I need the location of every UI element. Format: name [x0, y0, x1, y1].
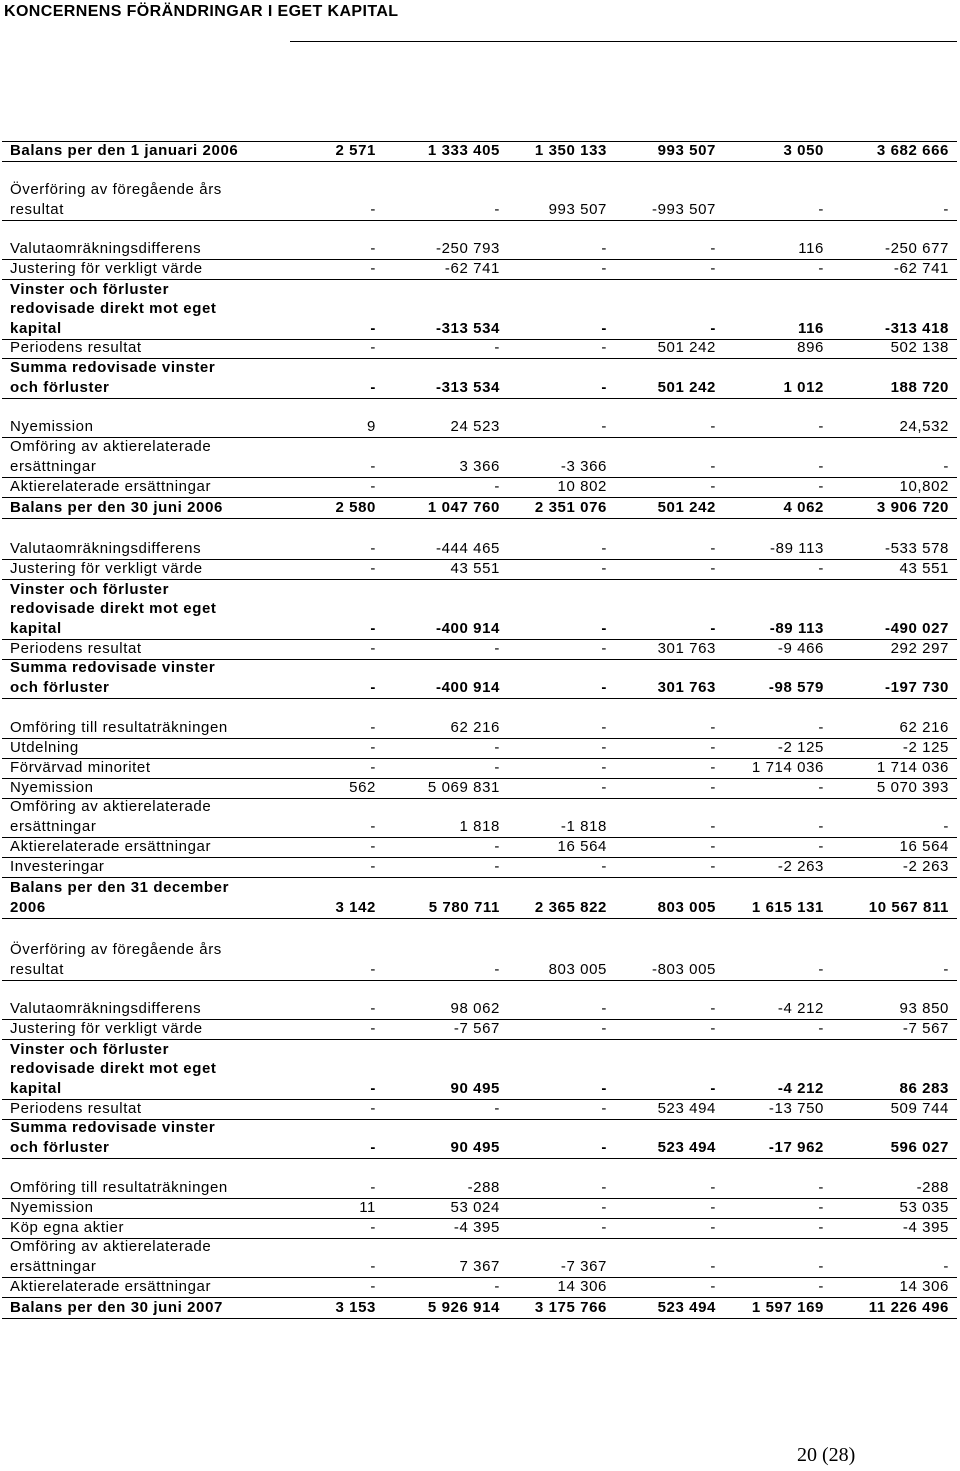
table-cell: - [818, 1218, 824, 1236]
row-label: Aktierelaterade ersättningar [10, 837, 212, 855]
table-cell: -3 366 [560, 457, 607, 475]
table-cell: 896 [797, 338, 824, 356]
table-cell: 43 551 [450, 559, 500, 577]
table-cell: - [370, 559, 376, 577]
table-cell: 301 763 [657, 678, 716, 696]
table-cell: - [370, 1178, 376, 1196]
table-cell: 501 242 [657, 378, 716, 396]
table-cell: - [370, 619, 376, 637]
table-cell: -4 212 [777, 999, 824, 1017]
table-cell: 1 714 036 [876, 758, 949, 776]
row-label: Periodens resultat [10, 338, 142, 356]
table-cell: 62 216 [899, 718, 949, 736]
table-cell: 562 [349, 778, 376, 796]
table-cell: - [710, 758, 716, 776]
table-cell: - [370, 857, 376, 875]
table-cell: -2 263 [902, 857, 949, 875]
table-cell: - [601, 1198, 607, 1216]
table-cell: - [943, 1257, 949, 1275]
table-cell: 5 780 711 [428, 898, 500, 916]
table-cell: 10,802 [899, 477, 949, 495]
table-cell: 502 138 [890, 338, 949, 356]
table-cell: - [370, 678, 376, 696]
table-cell: - [494, 200, 500, 218]
table-cell: - [710, 1079, 716, 1097]
table-cell: - [601, 1079, 607, 1097]
table-cell: -400 914 [435, 619, 500, 637]
table-cell: -7 367 [560, 1257, 607, 1275]
row-label: Utdelning [10, 738, 79, 756]
table-cell: 803 005 [657, 898, 716, 916]
table-cell: - [818, 718, 824, 736]
table-cell: - [370, 1277, 376, 1295]
table-cell: 24,532 [899, 417, 949, 435]
table-cell: 53 035 [899, 1198, 949, 1216]
table-cell: - [370, 738, 376, 756]
table-cell: - [370, 758, 376, 776]
table-cell: - [710, 1198, 716, 1216]
table-cell: -993 507 [651, 200, 716, 218]
table-cell: 993 507 [657, 141, 716, 159]
table-cell: 993 507 [548, 200, 607, 218]
table-cell: 523 494 [657, 1099, 716, 1117]
row-label: Balans per den 30 juni 2007 [10, 1298, 223, 1316]
table-cell: 596 027 [890, 1138, 949, 1156]
table-cell: 2 365 822 [534, 898, 607, 916]
table-cell: -13 750 [768, 1099, 824, 1117]
table-cell: 509 744 [890, 1099, 949, 1117]
table-cell: - [601, 259, 607, 277]
table-cell: - [710, 738, 716, 756]
table-cell: 2 571 [335, 141, 376, 159]
table-cell: -444 465 [435, 539, 500, 557]
table-cell: - [370, 718, 376, 736]
row-label: Överföring av föregående års resultat [10, 181, 222, 218]
table-cell: 2 580 [335, 498, 376, 516]
table-cell: 86 283 [899, 1079, 949, 1097]
table-cell: - [710, 817, 716, 835]
table-cell: -803 005 [651, 960, 716, 978]
row-label: Överföring av föregående års resultat [10, 941, 222, 978]
table-cell: -313 534 [435, 319, 500, 337]
table-cell: -89 113 [769, 619, 824, 637]
table-cell: - [601, 239, 607, 257]
table-cell: - [601, 1138, 607, 1156]
table-cell: 1 597 169 [751, 1298, 824, 1316]
table-cell: - [370, 817, 376, 835]
table-cell: -490 027 [884, 619, 949, 637]
table-cell: 11 [359, 1198, 376, 1216]
row-label: Justering för verkligt värde [10, 559, 203, 577]
table-cell: - [818, 457, 824, 475]
table-cell: - [370, 999, 376, 1017]
table-cell: -7 567 [902, 1019, 949, 1037]
table-cell: - [943, 457, 949, 475]
table-cell: - [601, 539, 607, 557]
table-cell: -533 578 [884, 539, 949, 557]
table-cell: - [370, 960, 376, 978]
table-cell: -288 [467, 1178, 500, 1196]
row-label: Periodens resultat [10, 1099, 142, 1117]
table-cell: - [710, 319, 716, 337]
row-label: Vinster och förluster redovisade direkt mot eget kapital [10, 280, 217, 337]
table-cell: -4 395 [902, 1218, 949, 1236]
table-cell: -9 466 [777, 639, 824, 657]
table-cell: 1 012 [783, 378, 824, 396]
table-cell: 93 850 [899, 999, 949, 1017]
table-cell: - [601, 718, 607, 736]
table-cell: 62 216 [450, 718, 500, 736]
table-cell: 1 350 133 [534, 141, 607, 159]
row-label: Nyemission [10, 1198, 94, 1216]
table-cell: -62 741 [893, 259, 949, 277]
table-cell: - [601, 778, 607, 796]
table-cell: - [601, 1218, 607, 1236]
table-cell: -197 730 [884, 678, 949, 696]
table-cell: 16 564 [557, 837, 607, 855]
row-label: Balans per den 31 december 2006 [10, 879, 230, 916]
table-cell: 292 297 [890, 639, 949, 657]
table-cell: - [710, 539, 716, 557]
table-cell: - [494, 1099, 500, 1117]
table-cell: - [601, 338, 607, 356]
table-cell: - [710, 457, 716, 475]
table-cell: - [943, 817, 949, 835]
table-cell: - [818, 1019, 824, 1037]
table-cell: - [370, 259, 376, 277]
table-cell: 43 551 [899, 559, 949, 577]
table-cell: - [370, 239, 376, 257]
row-label: Omföring till resultaträkningen [10, 1178, 228, 1196]
table-cell: - [710, 559, 716, 577]
row-label: Balans per den 30 juni 2006 [10, 498, 223, 516]
table-cell: -250 793 [435, 239, 500, 257]
table-cell: 11 226 496 [868, 1298, 949, 1316]
table-cell: - [943, 200, 949, 218]
table-cell: - [710, 1178, 716, 1196]
table-cell: 1 615 131 [751, 898, 824, 916]
table-cell: 3 050 [783, 141, 824, 159]
row-label: Valutaomräkningsdifferens [10, 999, 202, 1017]
row-label: Balans per den 1 januari 2006 [10, 141, 239, 159]
table-cell: 14 306 [557, 1277, 607, 1295]
header-bottom-rule [2, 141, 957, 142]
table-cell: - [710, 417, 716, 435]
table-cell: - [710, 778, 716, 796]
table-cell: 501 242 [657, 498, 716, 516]
table-cell: - [370, 1257, 376, 1275]
table-cell: 10 567 811 [868, 898, 949, 916]
table-cell: - [818, 837, 824, 855]
table-cell: - [710, 999, 716, 1017]
table-cell: 3 175 766 [534, 1298, 607, 1316]
table-cell: - [710, 718, 716, 736]
row-label: Justering för verkligt värde [10, 259, 203, 277]
table-cell: -7 567 [453, 1019, 500, 1037]
row-label: Justering för verkligt värde [10, 1019, 203, 1037]
table-cell: 2 351 076 [534, 498, 607, 516]
table-cell: -2 125 [902, 738, 949, 756]
table-cell: - [818, 559, 824, 577]
table-cell: - [818, 1257, 824, 1275]
table-cell: - [710, 259, 716, 277]
table-cell: - [494, 1277, 500, 1295]
table-cell: - [943, 960, 949, 978]
table-cell: -313 534 [435, 378, 500, 396]
page-title: KONCERNENS FÖRÄNDRINGAR I EGET KAPITAL [4, 3, 399, 20]
table-cell: - [818, 200, 824, 218]
table-cell: - [710, 619, 716, 637]
table-cell: - [601, 678, 607, 696]
table-cell: 3 366 [459, 457, 500, 475]
table-cell: 3 682 666 [876, 141, 949, 159]
table-cell: 24 523 [450, 417, 500, 435]
row-label: Valutaomräkningsdifferens [10, 539, 202, 557]
row-label: Omföring av aktierelaterade ersättningar [10, 1238, 212, 1275]
table-cell: - [601, 619, 607, 637]
table-cell: - [494, 960, 500, 978]
row-label: Aktierelaterade ersättningar [10, 477, 212, 495]
table-cell: -400 914 [435, 678, 500, 696]
table-cell: - [370, 200, 376, 218]
table-cell: - [818, 960, 824, 978]
row-label: Valutaomräkningsdifferens [10, 239, 202, 257]
table-cell: -4 395 [453, 1218, 500, 1236]
table-cell: -62 741 [444, 259, 500, 277]
row-label: Nyemission [10, 417, 94, 435]
table-cell: 1 714 036 [751, 758, 824, 776]
row-label: Nyemission [10, 778, 94, 796]
table-cell: - [710, 857, 716, 875]
table-cell: 9 [367, 417, 376, 435]
row-label: Summa redovisade vinster och förluster [10, 359, 216, 396]
row-label: Periodens resultat [10, 639, 142, 657]
table-cell: 16 564 [899, 837, 949, 855]
table-cell: - [818, 259, 824, 277]
table-cell: 188 720 [890, 378, 949, 396]
row-label: Förvärvad minoritet [10, 758, 151, 776]
table-cell: 7 367 [459, 1257, 500, 1275]
table-cell: 1 333 405 [427, 141, 500, 159]
table-cell: -313 418 [884, 319, 949, 337]
table-cell: - [601, 1099, 607, 1117]
table-cell: - [710, 1257, 716, 1275]
table-cell: - [494, 857, 500, 875]
table-cell: - [601, 1019, 607, 1037]
row-label: Summa redovisade vinster och förluster [10, 1119, 216, 1156]
table-cell: 523 494 [657, 1138, 716, 1156]
table-cell: - [370, 1138, 376, 1156]
table-cell: - [710, 1019, 716, 1037]
table-cell: - [818, 477, 824, 495]
table-cell: - [494, 738, 500, 756]
table-cell: 5 926 914 [427, 1298, 500, 1316]
table-cell: - [370, 477, 376, 495]
table-cell: 116 [798, 239, 824, 257]
table-cell: - [494, 639, 500, 657]
table-cell: 301 763 [657, 639, 716, 657]
row-label: Investeringar [10, 857, 105, 875]
table-row [0, 1237, 960, 1317]
table-cell: - [601, 639, 607, 657]
table-cell: - [601, 1178, 607, 1196]
page-number: 20 (28) [797, 1444, 856, 1466]
row-label: Omföring av aktierelaterade ersättningar [10, 798, 212, 835]
table-cell: - [494, 758, 500, 776]
table-cell: - [370, 378, 376, 396]
table-cell: - [710, 477, 716, 495]
table-cell: - [601, 999, 607, 1017]
row-label: Vinster och förluster redovisade direkt mot eget kapital [10, 1040, 217, 1097]
table-cell: - [601, 559, 607, 577]
table-cell: 1 047 760 [427, 498, 500, 516]
table-cell: - [370, 837, 376, 855]
row-rule [2, 1318, 957, 1319]
table-cell: - [370, 319, 376, 337]
table-cell: -2 125 [777, 738, 824, 756]
table-cell: 14 306 [899, 1277, 949, 1295]
table-cell: 116 [798, 319, 824, 337]
table-cell: - [601, 738, 607, 756]
table-cell: - [370, 338, 376, 356]
table-cell: -288 [916, 1178, 949, 1196]
table-cell: - [710, 1277, 716, 1295]
table-cell: - [710, 837, 716, 855]
row-label: Omföring till resultaträkningen [10, 718, 228, 736]
table-cell: 90 495 [450, 1079, 500, 1097]
row-label: Köp egna aktier [10, 1218, 125, 1236]
table-cell: 90 495 [450, 1138, 500, 1156]
table-cell: - [601, 758, 607, 776]
table-cell: - [370, 457, 376, 475]
table-cell: 3 142 [335, 898, 376, 916]
table-cell: 4 062 [783, 498, 824, 516]
table-cell: - [370, 1079, 376, 1097]
row-label: Summa redovisade vinster och förluster [10, 659, 216, 696]
table-cell: - [370, 1019, 376, 1037]
table-cell: -98 579 [768, 678, 824, 696]
table-cell: -89 113 [770, 539, 824, 557]
table-cell: - [818, 817, 824, 835]
table-cell: - [710, 1218, 716, 1236]
table-cell: 3 153 [335, 1298, 376, 1316]
table-cell: - [370, 539, 376, 557]
table-cell: 501 242 [657, 338, 716, 356]
table-cell: -250 677 [884, 239, 949, 257]
table-cell: - [370, 639, 376, 657]
table-cell: 803 005 [548, 960, 607, 978]
table-cell: - [601, 319, 607, 337]
table-cell: - [601, 417, 607, 435]
row-label: Vinster och förluster redovisade direkt mot eget kapital [10, 580, 217, 637]
table-cell: - [601, 857, 607, 875]
table-cell: -4 212 [777, 1079, 824, 1097]
table-cell: 3 906 720 [876, 498, 949, 516]
table-cell: -1 818 [560, 817, 607, 835]
table-cell: - [370, 1099, 376, 1117]
table-cell: 98 062 [450, 999, 500, 1017]
table-cell: 5 069 831 [427, 778, 500, 796]
table-cell: -2 263 [777, 857, 824, 875]
table-cell: - [370, 1218, 376, 1236]
table-cell: - [818, 778, 824, 796]
table-cell: - [818, 1198, 824, 1216]
table-cell: 5 070 393 [876, 778, 949, 796]
table-cell: 1 818 [459, 817, 500, 835]
table-cell: 10 802 [557, 477, 607, 495]
table-cell: - [601, 378, 607, 396]
table-cell: - [494, 477, 500, 495]
table-cell: 53 024 [450, 1198, 500, 1216]
table-cell: - [494, 837, 500, 855]
row-label: Aktierelaterade ersättningar [10, 1277, 212, 1295]
row-label: Omföring av aktierelaterade ersättningar [10, 438, 212, 475]
table-cell: - [818, 417, 824, 435]
header-top-rule [290, 41, 957, 42]
table-cell: - [494, 338, 500, 356]
table-cell: -17 962 [768, 1138, 824, 1156]
table-cell: - [710, 239, 716, 257]
table-cell: - [818, 1178, 824, 1196]
table-cell: - [818, 1277, 824, 1295]
table-cell: 523 494 [657, 1298, 716, 1316]
